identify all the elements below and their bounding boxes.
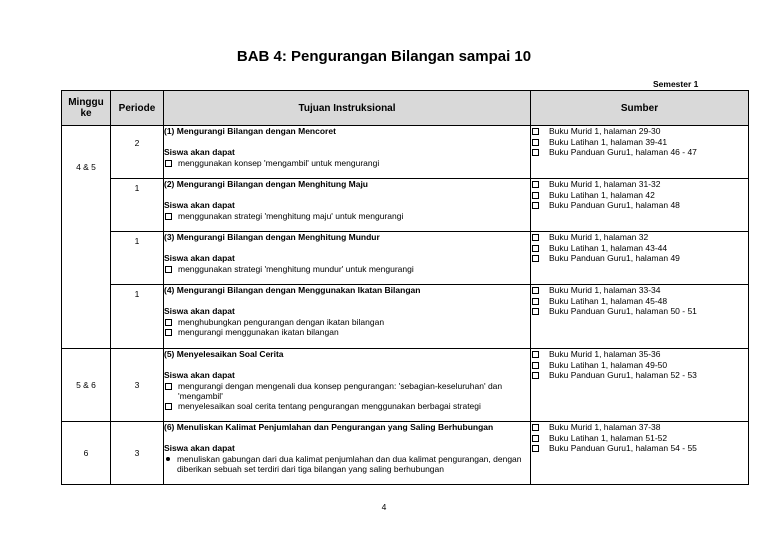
source-item: Buku Murid 1, halaman 35-36	[531, 349, 748, 360]
source-cell	[531, 126, 749, 179]
source-cell	[531, 422, 749, 485]
checkbox-icon	[532, 245, 539, 252]
checkbox-icon	[532, 139, 539, 146]
period-cell: 1	[111, 285, 164, 349]
objective-title: (3) Mengurangi Bilangan dengan Menghitung Mundur	[164, 232, 380, 242]
objective-cell	[164, 126, 531, 179]
objective-item: mengurangi menggunakan ikatan bilangan	[164, 327, 530, 337]
week-cell: 5 & 6	[62, 349, 111, 422]
period-cell: 3	[111, 422, 164, 485]
source-item: Buku Panduan Guru1, halaman 49	[531, 253, 748, 264]
table-row	[62, 349, 749, 422]
objective-cell	[164, 285, 531, 349]
checkbox-icon	[532, 362, 539, 369]
source-item: Buku Panduan Guru1, halaman 52 - 53	[531, 370, 748, 381]
source-item: Buku Murid 1, halaman 31-32	[531, 179, 748, 190]
source-item: Buku Latihan 1, halaman 39-41	[531, 137, 748, 148]
source-item: Buku Latihan 1, halaman 43-44	[531, 243, 748, 254]
bullet-dot-icon	[166, 457, 170, 461]
objective-title: (4) Mengurangi Bilangan dengan Menggunakan Ikatan Bilangan	[164, 285, 421, 295]
checkbox-icon	[532, 435, 539, 442]
week-cell: 6	[62, 422, 111, 485]
checkbox-icon	[532, 255, 539, 262]
page-number: 4	[381, 502, 387, 512]
able-label: Siswa akan dapat	[164, 147, 235, 157]
checkbox-icon	[532, 202, 539, 209]
source-item: Buku Panduan Guru1, halaman 48	[531, 200, 748, 211]
source-item: Buku Latihan 1, halaman 49-50	[531, 360, 748, 371]
objective-item: menggunakan konsep 'mengambil' untuk mengurangi	[164, 158, 530, 168]
checkbox-icon	[532, 128, 539, 135]
objective-cell	[164, 179, 531, 232]
source-cell	[531, 179, 749, 232]
objective-cell	[164, 422, 531, 485]
table-row	[62, 285, 749, 349]
able-label: Siswa akan dapat	[164, 306, 235, 316]
checkbox-icon	[532, 308, 539, 315]
checkbox-icon	[165, 160, 172, 167]
period-cell: 2	[111, 126, 164, 179]
header-week: Minggu ke	[62, 91, 111, 126]
source-item: Buku Murid 1, halaman 33-34	[531, 285, 748, 296]
able-label: Siswa akan dapat	[164, 253, 235, 263]
checkbox-icon	[532, 287, 539, 294]
table-row	[62, 179, 749, 232]
checkbox-icon	[165, 266, 172, 273]
objective-item: menghubungkan pengurangan dengan ikatan bilangan	[164, 317, 530, 327]
able-label: Siswa akan dapat	[164, 370, 235, 380]
objective-title: (1) Mengurangi Bilangan dengan Mencoret	[164, 126, 336, 136]
checkbox-icon	[165, 383, 172, 390]
header-objective: Tujuan Instruksional	[164, 91, 531, 126]
source-item: Buku Latihan 1, halaman 45-48	[531, 296, 748, 307]
objective-item: mengurangi dengan mengenali dua konsep pengurangan: 'sebagian-keseluruhan' dan 'mengambil'	[164, 381, 530, 401]
source-item: Buku Panduan Guru1, halaman 50 - 51	[531, 306, 748, 317]
checkbox-icon	[532, 445, 539, 452]
checkbox-icon	[532, 351, 539, 358]
source-item: Buku Latihan 1, halaman 42	[531, 190, 748, 201]
checkbox-icon	[532, 192, 539, 199]
objective-item: menuliskan gabungan dari dua kalimat penjumlahan dan dua kalimat pengurangan, dengan diberikan sebuah set terdiri dari tiga bilangan yang saling berhubungan	[164, 454, 530, 474]
lesson-plan-table	[61, 90, 749, 485]
able-label: Siswa akan dapat	[164, 443, 235, 453]
checkbox-icon	[532, 234, 539, 241]
checkbox-icon	[165, 403, 172, 410]
source-cell	[531, 349, 749, 422]
objective-title: (5) Menyelesaikan Soal Cerita	[164, 349, 284, 359]
checkbox-icon	[165, 319, 172, 326]
objective-item: menggunakan strategi 'menghitung maju' untuk mengurangi	[164, 211, 530, 221]
objective-cell	[164, 232, 531, 285]
objective-item: menggunakan strategi 'menghitung mundur' untuk mengurangi	[164, 264, 530, 274]
period-cell: 1	[111, 179, 164, 232]
objective-item: menyelesaikan soal cerita tentang pengurangan menggunakan berbagai strategi	[164, 401, 530, 411]
week-cell: 4 & 5	[62, 126, 111, 349]
table-row	[62, 422, 749, 485]
source-item: Buku Murid 1, halaman 32	[531, 232, 748, 243]
checkbox-icon	[532, 181, 539, 188]
able-label: Siswa akan dapat	[164, 200, 235, 210]
table-header-row	[62, 91, 749, 126]
objective-cell	[164, 349, 531, 422]
checkbox-icon	[532, 298, 539, 305]
source-cell	[531, 232, 749, 285]
table-row	[62, 126, 749, 179]
source-item: Buku Latihan 1, halaman 51-52	[531, 433, 748, 444]
period-cell: 3	[111, 349, 164, 422]
chapter-title: BAB 4: Pengurangan Bilangan sampai 10	[236, 48, 532, 65]
checkbox-icon	[532, 372, 539, 379]
header-period: Periode	[111, 91, 164, 126]
checkbox-icon	[165, 213, 172, 220]
checkbox-icon	[532, 149, 539, 156]
period-cell: 1	[111, 232, 164, 285]
source-item: Buku Murid 1, halaman 37-38	[531, 422, 748, 433]
header-source: Sumber	[531, 91, 749, 126]
source-item: Buku Panduan Guru1, halaman 54 - 55	[531, 443, 748, 454]
objective-title: (2) Mengurangi Bilangan dengan Menghitung Maju	[164, 179, 368, 189]
source-item: Buku Panduan Guru1, halaman 46 - 47	[531, 147, 748, 158]
semester-label: Semester 1	[653, 79, 699, 89]
source-cell	[531, 285, 749, 349]
checkbox-icon	[532, 424, 539, 431]
source-item: Buku Murid 1, halaman 29-30	[531, 126, 748, 137]
objective-title: (6) Menuliskan Kalimat Penjumlahan dan Pengurangan yang Saling Berhubungan	[164, 422, 494, 432]
checkbox-icon	[165, 329, 172, 336]
table-row	[62, 232, 749, 285]
